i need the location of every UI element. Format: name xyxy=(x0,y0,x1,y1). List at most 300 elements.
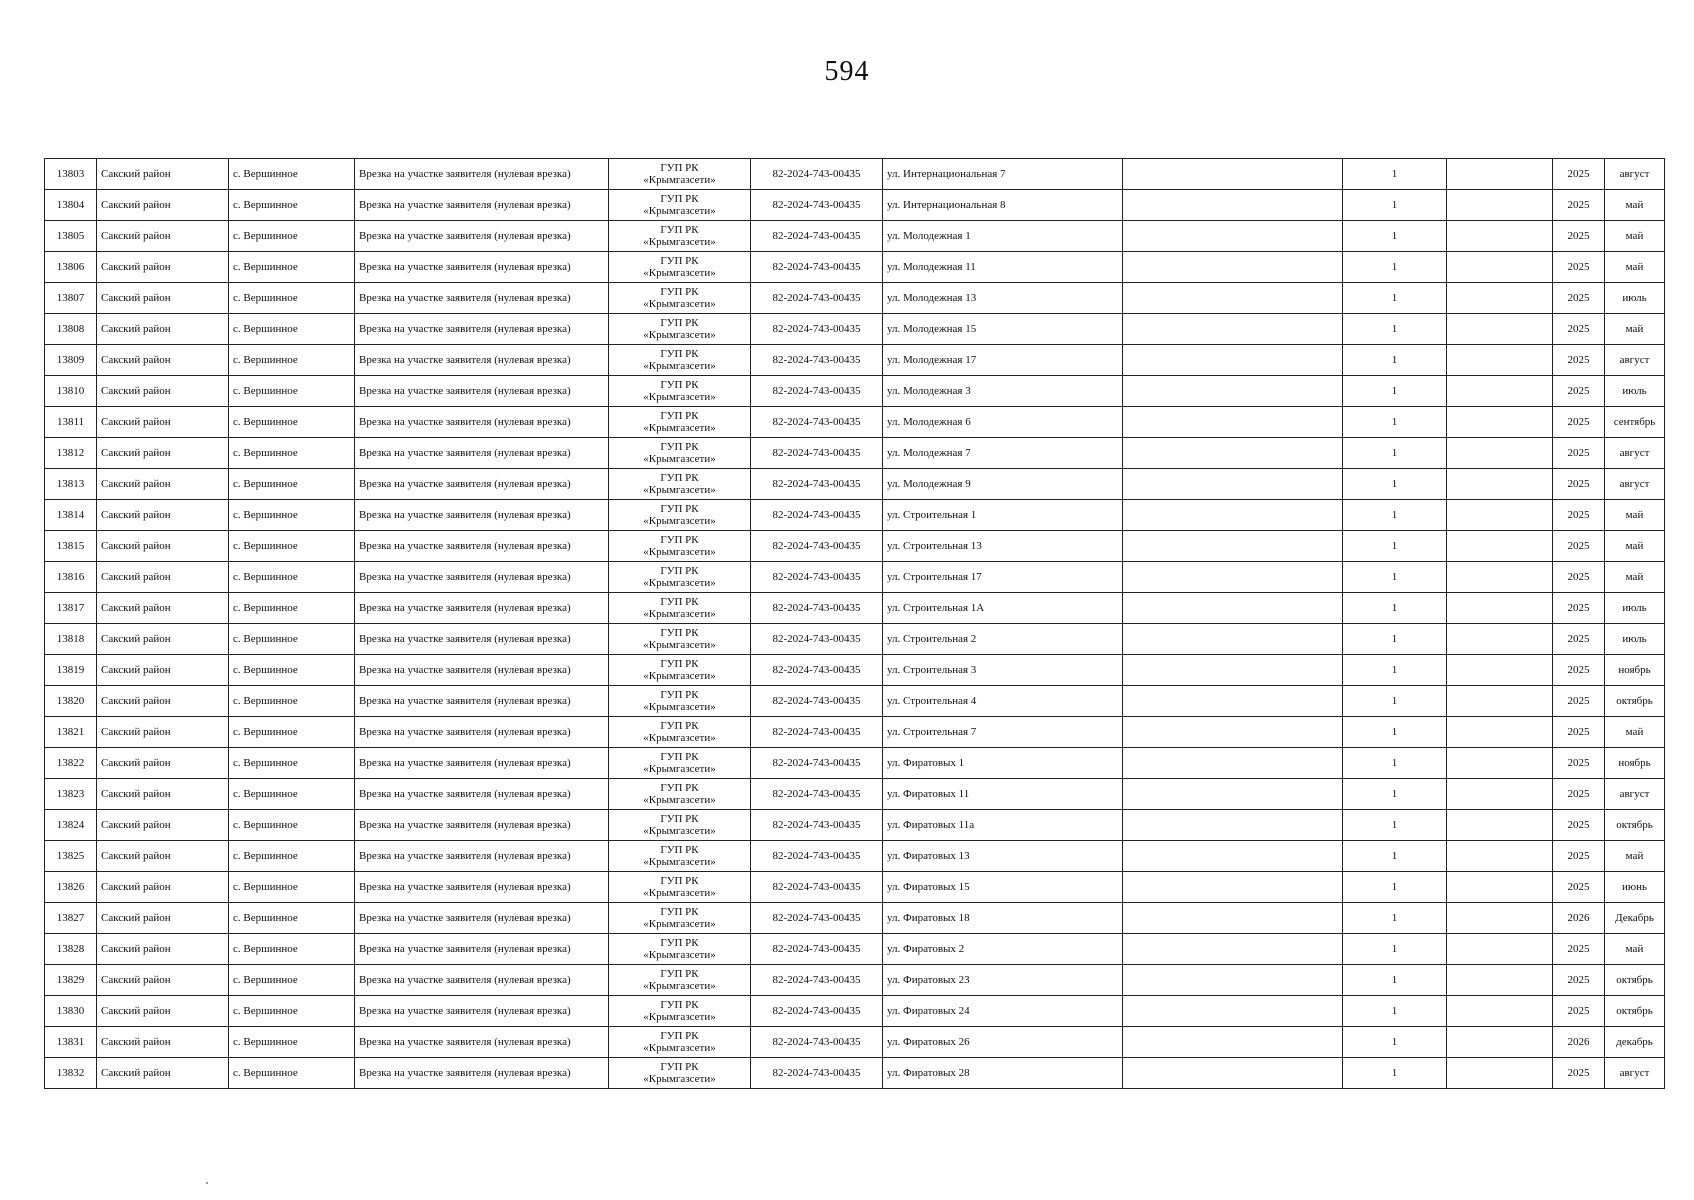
address-cell: ул. Молодежная 6 xyxy=(883,407,1123,438)
district-cell: Сакский район xyxy=(97,965,229,996)
empty-cell xyxy=(1123,748,1343,779)
address-cell: ул. Фиратовых 11 xyxy=(883,779,1123,810)
year-cell: 2025 xyxy=(1553,655,1605,686)
address-cell: ул. Строительная 13 xyxy=(883,531,1123,562)
address-cell: ул. Фиратовых 11а xyxy=(883,810,1123,841)
village-cell: с. Вершинное xyxy=(229,562,355,593)
address-cell: ул. Строительная 1 xyxy=(883,500,1123,531)
organization-name: «Крымгазсети» xyxy=(643,546,716,558)
organization-cell xyxy=(609,717,751,748)
district-cell: Сакский район xyxy=(97,562,229,593)
year-cell: 2025 xyxy=(1553,562,1605,593)
organization-type: ГУП РК xyxy=(660,627,699,639)
program-code-cell: 82-2024-743-00435 xyxy=(751,810,883,841)
village-cell: с. Вершинное xyxy=(229,314,355,345)
program-code-cell: 82-2024-743-00435 xyxy=(751,252,883,283)
work-type-cell: Врезка на участке заявителя (нулевая врезка) xyxy=(355,562,609,593)
address-cell: ул. Молодежная 1 xyxy=(883,221,1123,252)
empty-cell xyxy=(1447,717,1553,748)
year-cell: 2025 xyxy=(1553,469,1605,500)
work-type-cell: Врезка на участке заявителя (нулевая врезка) xyxy=(355,1058,609,1089)
address-cell: ул. Фиратовых 1 xyxy=(883,748,1123,779)
address-cell: ул. Строительная 4 xyxy=(883,686,1123,717)
row-number-cell: 13807 xyxy=(45,283,97,314)
table-row xyxy=(45,686,1665,717)
district-cell: Сакский район xyxy=(97,283,229,314)
empty-cell xyxy=(1447,283,1553,314)
district-cell: Сакский район xyxy=(97,1027,229,1058)
year-cell: 2025 xyxy=(1553,934,1605,965)
table-row xyxy=(45,593,1665,624)
quantity-cell: 1 xyxy=(1343,221,1447,252)
empty-cell xyxy=(1447,810,1553,841)
table-row xyxy=(45,345,1665,376)
address-cell: ул. Молодежная 13 xyxy=(883,283,1123,314)
organization-type: ГУП РК xyxy=(660,782,699,794)
empty-cell xyxy=(1447,500,1553,531)
empty-cell xyxy=(1123,1058,1343,1089)
quantity-cell: 1 xyxy=(1343,872,1447,903)
organization-cell xyxy=(609,748,751,779)
month-cell: август xyxy=(1605,345,1665,376)
organization-name: «Крымгазсети» xyxy=(643,732,716,744)
row-number-cell: 13824 xyxy=(45,810,97,841)
row-number-cell: 13813 xyxy=(45,469,97,500)
table-row xyxy=(45,159,1665,190)
program-code-cell: 82-2024-743-00435 xyxy=(751,469,883,500)
empty-cell xyxy=(1123,872,1343,903)
organization-type: ГУП РК xyxy=(660,937,699,949)
address-cell: ул. Интернациональная 8 xyxy=(883,190,1123,221)
month-cell: июль xyxy=(1605,283,1665,314)
address-cell: ул. Строительная 7 xyxy=(883,717,1123,748)
month-cell: октябрь xyxy=(1605,996,1665,1027)
organization-type: ГУП РК xyxy=(660,379,699,391)
organization-cell xyxy=(609,934,751,965)
table-row xyxy=(45,469,1665,500)
quantity-cell: 1 xyxy=(1343,531,1447,562)
month-cell: июнь xyxy=(1605,872,1665,903)
year-cell: 2025 xyxy=(1553,283,1605,314)
village-cell: с. Вершинное xyxy=(229,779,355,810)
organization-cell xyxy=(609,655,751,686)
month-cell: Декабрь xyxy=(1605,903,1665,934)
organization-cell xyxy=(609,252,751,283)
table-row xyxy=(45,779,1665,810)
year-cell: 2025 xyxy=(1553,965,1605,996)
work-type-cell: Врезка на участке заявителя (нулевая врезка) xyxy=(355,500,609,531)
year-cell: 2025 xyxy=(1553,1058,1605,1089)
address-cell: ул. Молодежная 3 xyxy=(883,376,1123,407)
year-cell: 2025 xyxy=(1553,686,1605,717)
empty-cell xyxy=(1123,624,1343,655)
organization-name: «Крымгазсети» xyxy=(643,825,716,837)
organization-name: «Крымгазсети» xyxy=(643,918,716,930)
table-row xyxy=(45,624,1665,655)
empty-cell xyxy=(1123,996,1343,1027)
organization-cell xyxy=(609,159,751,190)
empty-cell xyxy=(1123,810,1343,841)
organization-type: ГУП РК xyxy=(660,410,699,422)
empty-cell xyxy=(1447,903,1553,934)
organization-type: ГУП РК xyxy=(660,286,699,298)
program-code-cell: 82-2024-743-00435 xyxy=(751,903,883,934)
organization-type: ГУП РК xyxy=(660,472,699,484)
district-cell: Сакский район xyxy=(97,190,229,221)
row-number-cell: 13822 xyxy=(45,748,97,779)
organization-cell xyxy=(609,903,751,934)
organization-cell xyxy=(609,562,751,593)
organization-type: ГУП РК xyxy=(660,534,699,546)
organization-cell xyxy=(609,407,751,438)
year-cell: 2025 xyxy=(1553,500,1605,531)
empty-cell xyxy=(1447,934,1553,965)
district-cell: Сакский район xyxy=(97,159,229,190)
table-row xyxy=(45,376,1665,407)
address-cell: ул. Фиратовых 15 xyxy=(883,872,1123,903)
address-cell: ул. Молодежная 15 xyxy=(883,314,1123,345)
organization-name: «Крымгазсети» xyxy=(643,1011,716,1023)
district-cell: Сакский район xyxy=(97,469,229,500)
quantity-cell: 1 xyxy=(1343,159,1447,190)
row-number-cell: 13808 xyxy=(45,314,97,345)
year-cell: 2025 xyxy=(1553,810,1605,841)
organization-type: ГУП РК xyxy=(660,658,699,670)
district-cell: Сакский район xyxy=(97,252,229,283)
organization-name: «Крымгазсети» xyxy=(643,174,716,186)
work-type-cell: Врезка на участке заявителя (нулевая врезка) xyxy=(355,934,609,965)
organization-cell xyxy=(609,500,751,531)
organization-type: ГУП РК xyxy=(660,906,699,918)
table-row xyxy=(45,655,1665,686)
quantity-cell: 1 xyxy=(1343,996,1447,1027)
month-cell: октябрь xyxy=(1605,965,1665,996)
empty-cell xyxy=(1447,159,1553,190)
row-number-cell: 13821 xyxy=(45,717,97,748)
year-cell: 2025 xyxy=(1553,407,1605,438)
year-cell: 2025 xyxy=(1553,841,1605,872)
table-row xyxy=(45,934,1665,965)
village-cell: с. Вершинное xyxy=(229,655,355,686)
village-cell: с. Вершинное xyxy=(229,810,355,841)
year-cell: 2025 xyxy=(1553,531,1605,562)
table-row xyxy=(45,1058,1665,1089)
organization-name: «Крымгазсети» xyxy=(643,887,716,899)
quantity-cell: 1 xyxy=(1343,779,1447,810)
district-cell: Сакский район xyxy=(97,345,229,376)
address-cell: ул. Строительная 2 xyxy=(883,624,1123,655)
quantity-cell: 1 xyxy=(1343,562,1447,593)
organization-cell xyxy=(609,314,751,345)
quantity-cell: 1 xyxy=(1343,376,1447,407)
organization-cell xyxy=(609,624,751,655)
empty-cell xyxy=(1447,531,1553,562)
month-cell: август xyxy=(1605,1058,1665,1089)
row-number-cell: 13806 xyxy=(45,252,97,283)
organization-name: «Крымгазсети» xyxy=(643,856,716,868)
address-cell: ул. Молодежная 17 xyxy=(883,345,1123,376)
organization-name: «Крымгазсети» xyxy=(643,608,716,620)
quantity-cell: 1 xyxy=(1343,190,1447,221)
work-type-cell: Врезка на участке заявителя (нулевая врезка) xyxy=(355,221,609,252)
empty-cell xyxy=(1123,469,1343,500)
address-cell: ул. Фиратовых 23 xyxy=(883,965,1123,996)
row-number-cell: 13823 xyxy=(45,779,97,810)
work-type-cell: Врезка на участке заявителя (нулевая врезка) xyxy=(355,841,609,872)
empty-cell xyxy=(1447,376,1553,407)
organization-cell xyxy=(609,438,751,469)
village-cell: с. Вершинное xyxy=(229,531,355,562)
month-cell: август xyxy=(1605,438,1665,469)
empty-cell xyxy=(1447,779,1553,810)
organization-cell xyxy=(609,221,751,252)
quantity-cell: 1 xyxy=(1343,624,1447,655)
organization-name: «Крымгазсети» xyxy=(643,205,716,217)
month-cell: октябрь xyxy=(1605,810,1665,841)
work-type-cell: Врезка на участке заявителя (нулевая врезка) xyxy=(355,717,609,748)
empty-cell xyxy=(1447,1027,1553,1058)
empty-cell xyxy=(1123,686,1343,717)
village-cell: с. Вершинное xyxy=(229,345,355,376)
district-cell: Сакский район xyxy=(97,810,229,841)
address-cell: ул. Фиратовых 13 xyxy=(883,841,1123,872)
program-code-cell: 82-2024-743-00435 xyxy=(751,190,883,221)
district-cell: Сакский район xyxy=(97,717,229,748)
organization-name: «Крымгазсети» xyxy=(643,980,716,992)
organization-name: «Крымгазсети» xyxy=(643,360,716,372)
district-cell: Сакский район xyxy=(97,686,229,717)
organization-type: ГУП РК xyxy=(660,565,699,577)
month-cell: июль xyxy=(1605,376,1665,407)
organization-cell xyxy=(609,779,751,810)
empty-cell xyxy=(1123,593,1343,624)
quantity-cell: 1 xyxy=(1343,717,1447,748)
district-cell: Сакский район xyxy=(97,934,229,965)
table-row xyxy=(45,190,1665,221)
year-cell: 2025 xyxy=(1553,624,1605,655)
village-cell: с. Вершинное xyxy=(229,438,355,469)
work-type-cell: Врезка на участке заявителя (нулевая врезка) xyxy=(355,686,609,717)
program-code-cell: 82-2024-743-00435 xyxy=(751,686,883,717)
village-cell: с. Вершинное xyxy=(229,159,355,190)
village-cell: с. Вершинное xyxy=(229,686,355,717)
village-cell: с. Вершинное xyxy=(229,283,355,314)
district-cell: Сакский район xyxy=(97,531,229,562)
quantity-cell: 1 xyxy=(1343,314,1447,345)
organization-cell xyxy=(609,810,751,841)
program-code-cell: 82-2024-743-00435 xyxy=(751,655,883,686)
quantity-cell: 1 xyxy=(1343,283,1447,314)
program-code-cell: 82-2024-743-00435 xyxy=(751,841,883,872)
organization-type: ГУП РК xyxy=(660,844,699,856)
address-cell: ул. Строительная 17 xyxy=(883,562,1123,593)
organization-type: ГУП РК xyxy=(660,162,699,174)
empty-cell xyxy=(1123,934,1343,965)
work-type-cell: Врезка на участке заявителя (нулевая врезка) xyxy=(355,469,609,500)
district-cell: Сакский район xyxy=(97,655,229,686)
quantity-cell: 1 xyxy=(1343,903,1447,934)
month-cell: июль xyxy=(1605,593,1665,624)
table-row xyxy=(45,1027,1665,1058)
district-cell: Сакский район xyxy=(97,500,229,531)
row-number-cell: 13812 xyxy=(45,438,97,469)
year-cell: 2026 xyxy=(1553,903,1605,934)
organization-cell xyxy=(609,872,751,903)
program-code-cell: 82-2024-743-00435 xyxy=(751,748,883,779)
district-cell: Сакский район xyxy=(97,779,229,810)
organization-cell xyxy=(609,1058,751,1089)
organization-name: «Крымгазсети» xyxy=(643,763,716,775)
quantity-cell: 1 xyxy=(1343,748,1447,779)
row-number-cell: 13816 xyxy=(45,562,97,593)
table-row xyxy=(45,283,1665,314)
month-cell: сентябрь xyxy=(1605,407,1665,438)
empty-cell xyxy=(1447,996,1553,1027)
address-cell: ул. Фиратовых 28 xyxy=(883,1058,1123,1089)
work-type-cell: Врезка на участке заявителя (нулевая врезка) xyxy=(355,1027,609,1058)
program-code-cell: 82-2024-743-00435 xyxy=(751,965,883,996)
empty-cell xyxy=(1123,190,1343,221)
organization-cell xyxy=(609,190,751,221)
table-row xyxy=(45,872,1665,903)
district-cell: Сакский район xyxy=(97,624,229,655)
quantity-cell: 1 xyxy=(1343,345,1447,376)
program-code-cell: 82-2024-743-00435 xyxy=(751,717,883,748)
empty-cell xyxy=(1447,841,1553,872)
organization-type: ГУП РК xyxy=(660,503,699,515)
work-type-cell: Врезка на участке заявителя (нулевая врезка) xyxy=(355,624,609,655)
row-number-cell: 13830 xyxy=(45,996,97,1027)
empty-cell xyxy=(1123,345,1343,376)
year-cell: 2026 xyxy=(1553,1027,1605,1058)
row-number-cell: 13803 xyxy=(45,159,97,190)
organization-name: «Крымгазсети» xyxy=(643,577,716,589)
program-code-cell: 82-2024-743-00435 xyxy=(751,407,883,438)
organization-cell xyxy=(609,965,751,996)
work-type-cell: Врезка на участке заявителя (нулевая врезка) xyxy=(355,190,609,221)
organization-cell xyxy=(609,686,751,717)
table-row xyxy=(45,965,1665,996)
row-number-cell: 13829 xyxy=(45,965,97,996)
organization-cell xyxy=(609,283,751,314)
month-cell: август xyxy=(1605,159,1665,190)
quantity-cell: 1 xyxy=(1343,841,1447,872)
organization-cell xyxy=(609,376,751,407)
year-cell: 2025 xyxy=(1553,376,1605,407)
organization-cell xyxy=(609,469,751,500)
year-cell: 2025 xyxy=(1553,872,1605,903)
district-cell: Сакский район xyxy=(97,996,229,1027)
scan-speck xyxy=(206,1182,208,1184)
table-row xyxy=(45,500,1665,531)
empty-cell xyxy=(1123,438,1343,469)
row-number-cell: 13831 xyxy=(45,1027,97,1058)
organization-name: «Крымгазсети» xyxy=(643,484,716,496)
organization-type: ГУП РК xyxy=(660,751,699,763)
empty-cell xyxy=(1447,965,1553,996)
work-type-cell: Врезка на участке заявителя (нулевая врезка) xyxy=(355,872,609,903)
village-cell: с. Вершинное xyxy=(229,376,355,407)
quantity-cell: 1 xyxy=(1343,1058,1447,1089)
organization-name: «Крымгазсети» xyxy=(643,329,716,341)
empty-cell xyxy=(1123,221,1343,252)
program-code-cell: 82-2024-743-00435 xyxy=(751,159,883,190)
quantity-cell: 1 xyxy=(1343,810,1447,841)
work-type-cell: Врезка на участке заявителя (нулевая врезка) xyxy=(355,655,609,686)
district-cell: Сакский район xyxy=(97,872,229,903)
empty-cell xyxy=(1447,748,1553,779)
empty-cell xyxy=(1447,1058,1553,1089)
village-cell: с. Вершинное xyxy=(229,1027,355,1058)
organization-name: «Крымгазсети» xyxy=(643,515,716,527)
quantity-cell: 1 xyxy=(1343,438,1447,469)
organization-name: «Крымгазсети» xyxy=(643,949,716,961)
organization-name: «Крымгазсети» xyxy=(643,701,716,713)
village-cell: с. Вершинное xyxy=(229,717,355,748)
table-row xyxy=(45,748,1665,779)
district-cell: Сакский район xyxy=(97,1058,229,1089)
organization-cell xyxy=(609,841,751,872)
row-number-cell: 13815 xyxy=(45,531,97,562)
district-cell: Сакский район xyxy=(97,376,229,407)
district-cell: Сакский район xyxy=(97,407,229,438)
row-number-cell: 13828 xyxy=(45,934,97,965)
row-number-cell: 13825 xyxy=(45,841,97,872)
empty-cell xyxy=(1447,345,1553,376)
year-cell: 2025 xyxy=(1553,221,1605,252)
program-code-cell: 82-2024-743-00435 xyxy=(751,531,883,562)
empty-cell xyxy=(1447,190,1553,221)
village-cell: с. Вершинное xyxy=(229,934,355,965)
work-type-cell: Врезка на участке заявителя (нулевая врезка) xyxy=(355,965,609,996)
empty-cell xyxy=(1447,469,1553,500)
organization-name: «Крымгазсети» xyxy=(643,1073,716,1085)
month-cell: июль xyxy=(1605,624,1665,655)
empty-cell xyxy=(1123,779,1343,810)
month-cell: май xyxy=(1605,717,1665,748)
program-code-cell: 82-2024-743-00435 xyxy=(751,1027,883,1058)
village-cell: с. Вершинное xyxy=(229,624,355,655)
address-cell: ул. Строительная 3 xyxy=(883,655,1123,686)
row-number-cell: 13805 xyxy=(45,221,97,252)
program-code-cell: 82-2024-743-00435 xyxy=(751,314,883,345)
year-cell: 2025 xyxy=(1553,190,1605,221)
organization-type: ГУП РК xyxy=(660,1030,699,1042)
work-type-cell: Врезка на участке заявителя (нулевая врезка) xyxy=(355,159,609,190)
organization-name: «Крымгазсети» xyxy=(643,639,716,651)
program-code-cell: 82-2024-743-00435 xyxy=(751,1058,883,1089)
table-row xyxy=(45,717,1665,748)
program-code-cell: 82-2024-743-00435 xyxy=(751,562,883,593)
table-row xyxy=(45,903,1665,934)
quantity-cell: 1 xyxy=(1343,252,1447,283)
month-cell: ноябрь xyxy=(1605,748,1665,779)
organization-type: ГУП РК xyxy=(660,255,699,267)
month-cell: август xyxy=(1605,469,1665,500)
organization-name: «Крымгазсети» xyxy=(643,391,716,403)
work-type-cell: Врезка на участке заявителя (нулевая врезка) xyxy=(355,779,609,810)
work-type-cell: Врезка на участке заявителя (нулевая врезка) xyxy=(355,593,609,624)
row-number-cell: 13818 xyxy=(45,624,97,655)
year-cell: 2025 xyxy=(1553,314,1605,345)
quantity-cell: 1 xyxy=(1343,934,1447,965)
program-code-cell: 82-2024-743-00435 xyxy=(751,500,883,531)
table-row xyxy=(45,841,1665,872)
row-number-cell: 13819 xyxy=(45,655,97,686)
address-cell: ул. Молодежная 7 xyxy=(883,438,1123,469)
work-type-cell: Врезка на участке заявителя (нулевая врезка) xyxy=(355,252,609,283)
organization-type: ГУП РК xyxy=(660,1061,699,1073)
